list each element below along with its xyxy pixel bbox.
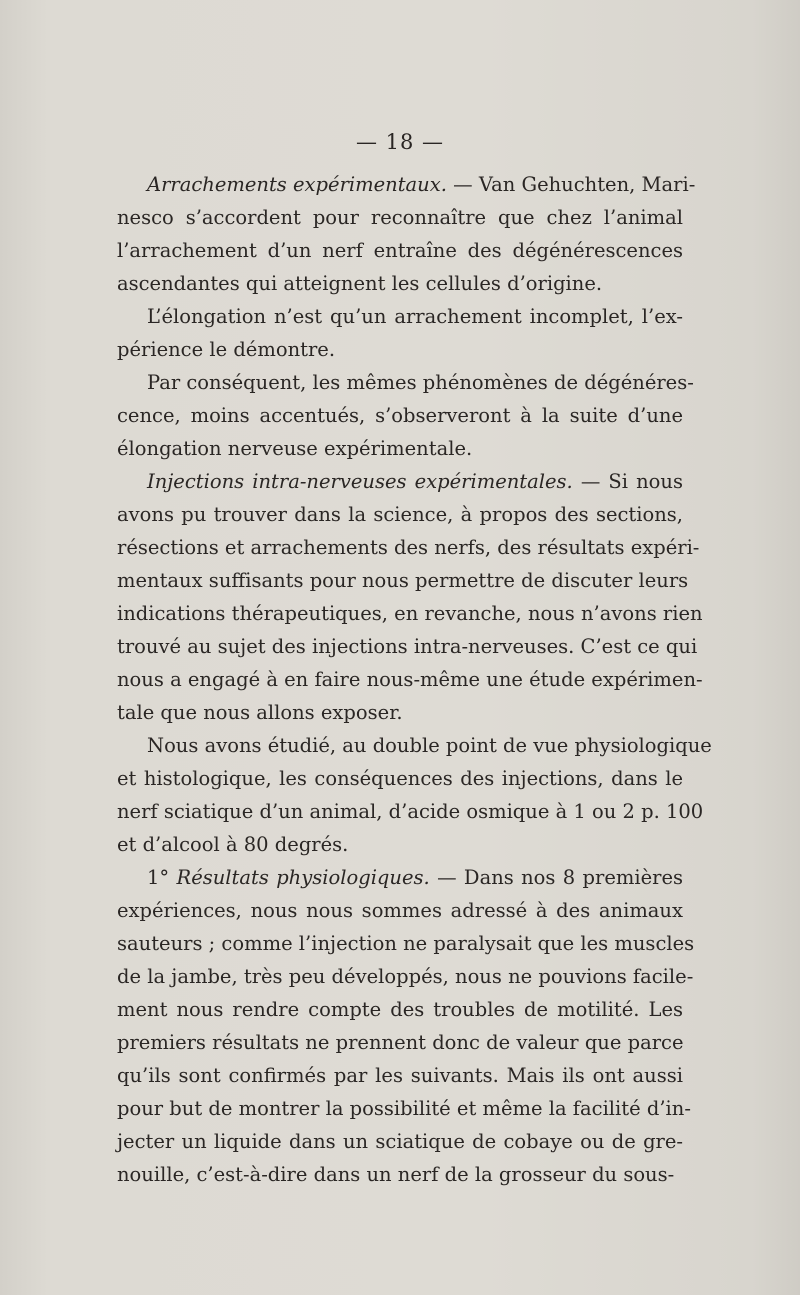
text-line bbox=[117, 432, 683, 465]
text-line bbox=[117, 366, 694, 399]
text-line bbox=[117, 861, 683, 894]
section-heading: Arrachements expérimentaux. bbox=[147, 173, 447, 196]
line-text: mentaux suffisants pour nous permettre de discuter leurs bbox=[117, 569, 689, 592]
line-text: de la jambe, très peu développés, nous ne pouvions facile- bbox=[117, 965, 694, 988]
paragraph bbox=[117, 168, 696, 300]
paragraph bbox=[117, 861, 695, 1191]
text-line bbox=[117, 762, 683, 795]
line-text: trouvé au sujet des injections intra-nerveuses. C’est ce qui bbox=[117, 635, 698, 658]
text-line bbox=[117, 1059, 683, 1092]
section-number: 1° bbox=[147, 866, 177, 889]
text-line bbox=[117, 927, 695, 960]
line-text: nesco s’accordent pour reconnaître que chez l’animal bbox=[117, 206, 683, 229]
text-line bbox=[117, 828, 683, 861]
text-line bbox=[117, 1092, 691, 1125]
line-text: nouille, c’est-à-dire dans un nerf de la grosseur du sous- bbox=[117, 1163, 675, 1186]
line-text: sauteurs ; comme l’injection ne paralysait que les muscles bbox=[117, 932, 695, 955]
text-line bbox=[117, 894, 683, 927]
text-line bbox=[117, 795, 704, 828]
line-text: L’élongation n’est qu’un arrachement incomplet, l’ex- bbox=[147, 305, 683, 328]
text-line bbox=[117, 993, 683, 1026]
text-line bbox=[117, 498, 683, 531]
line-text: indications thérapeutiques, en revanche, nous n’avons rien bbox=[117, 602, 703, 625]
text-line bbox=[117, 663, 703, 696]
text-line bbox=[117, 267, 683, 300]
text-line bbox=[117, 300, 683, 333]
page-number: — 18 — bbox=[355, 130, 445, 154]
text-line bbox=[117, 696, 683, 729]
line-text: périence le démontre. bbox=[117, 338, 336, 361]
text-line bbox=[117, 1158, 683, 1191]
text-line bbox=[117, 531, 700, 564]
line-text: tale que nous allons exposer. bbox=[117, 701, 403, 724]
text-line bbox=[117, 333, 683, 366]
text-line bbox=[117, 597, 703, 630]
line-text: et histologique, les conséquences des injections, dans le bbox=[117, 767, 683, 790]
line-text: — Van Gehuchten, Mari- bbox=[446, 173, 696, 196]
paragraph bbox=[117, 300, 683, 366]
paragraph bbox=[117, 465, 703, 729]
section-heading: Injections intra-nerveuses expérimentales. bbox=[147, 470, 573, 493]
text-line bbox=[117, 201, 683, 234]
line-text: avons pu trouver dans la science, à propos des sections, bbox=[117, 503, 683, 526]
text-line bbox=[117, 564, 689, 597]
text-line bbox=[117, 399, 683, 432]
text-line bbox=[117, 630, 698, 663]
line-text: jecter un liquide dans un sciatique de cobaye ou de gre- bbox=[117, 1130, 683, 1153]
text-line bbox=[117, 729, 712, 762]
section-heading: Résultats physiologiques. bbox=[176, 866, 430, 889]
text-line bbox=[117, 1026, 683, 1059]
line-text: et d’alcool à 80 degrés. bbox=[117, 833, 349, 856]
line-text: ascendantes qui atteignent les cellules d’origine. bbox=[117, 272, 603, 295]
line-text: premiers résultats ne prennent donc de valeur que parce bbox=[117, 1031, 684, 1054]
line-text: résections et arrachements des nerfs, des résultats expéri- bbox=[117, 536, 700, 559]
line-text: — Dans nos 8 premières bbox=[429, 866, 684, 889]
line-text: élongation nerveuse expérimentale. bbox=[117, 437, 473, 460]
line-text: qu’ils sont confirmés par les suivants. Mais ils ont aussi bbox=[117, 1064, 683, 1087]
line-text: Par conséquent, les mêmes phénomènes de dégénéres- bbox=[147, 371, 694, 394]
text-line bbox=[117, 960, 694, 993]
line-text: expériences, nous nous sommes adressé à des animaux bbox=[117, 899, 683, 922]
page-body-text bbox=[117, 168, 712, 1191]
paragraph bbox=[117, 729, 712, 861]
line-text: l’arrachement d’un nerf entraîne des dégénérescences bbox=[117, 239, 683, 262]
text-line bbox=[117, 168, 696, 201]
line-text: ment nous rendre compte des troubles de motilité. Les bbox=[117, 998, 683, 1021]
paragraph bbox=[117, 366, 694, 465]
line-text: nerf sciatique d’un animal, d’acide osmique à 1 ou 2 p. 100 bbox=[117, 800, 704, 823]
text-line bbox=[117, 1125, 683, 1158]
text-line bbox=[117, 465, 683, 498]
line-text: — Si nous bbox=[572, 470, 683, 493]
line-text: nous a engagé à en faire nous-même une étude expérimen- bbox=[117, 668, 703, 691]
line-text: cence, moins accentués, s’observeront à la suite d’une bbox=[117, 404, 683, 427]
text-line bbox=[117, 234, 683, 267]
line-text: Nous avons étudié, au double point de vue physiologique bbox=[147, 734, 712, 757]
line-text: pour but de montrer la possibilité et même la facilité d’in- bbox=[117, 1097, 691, 1120]
